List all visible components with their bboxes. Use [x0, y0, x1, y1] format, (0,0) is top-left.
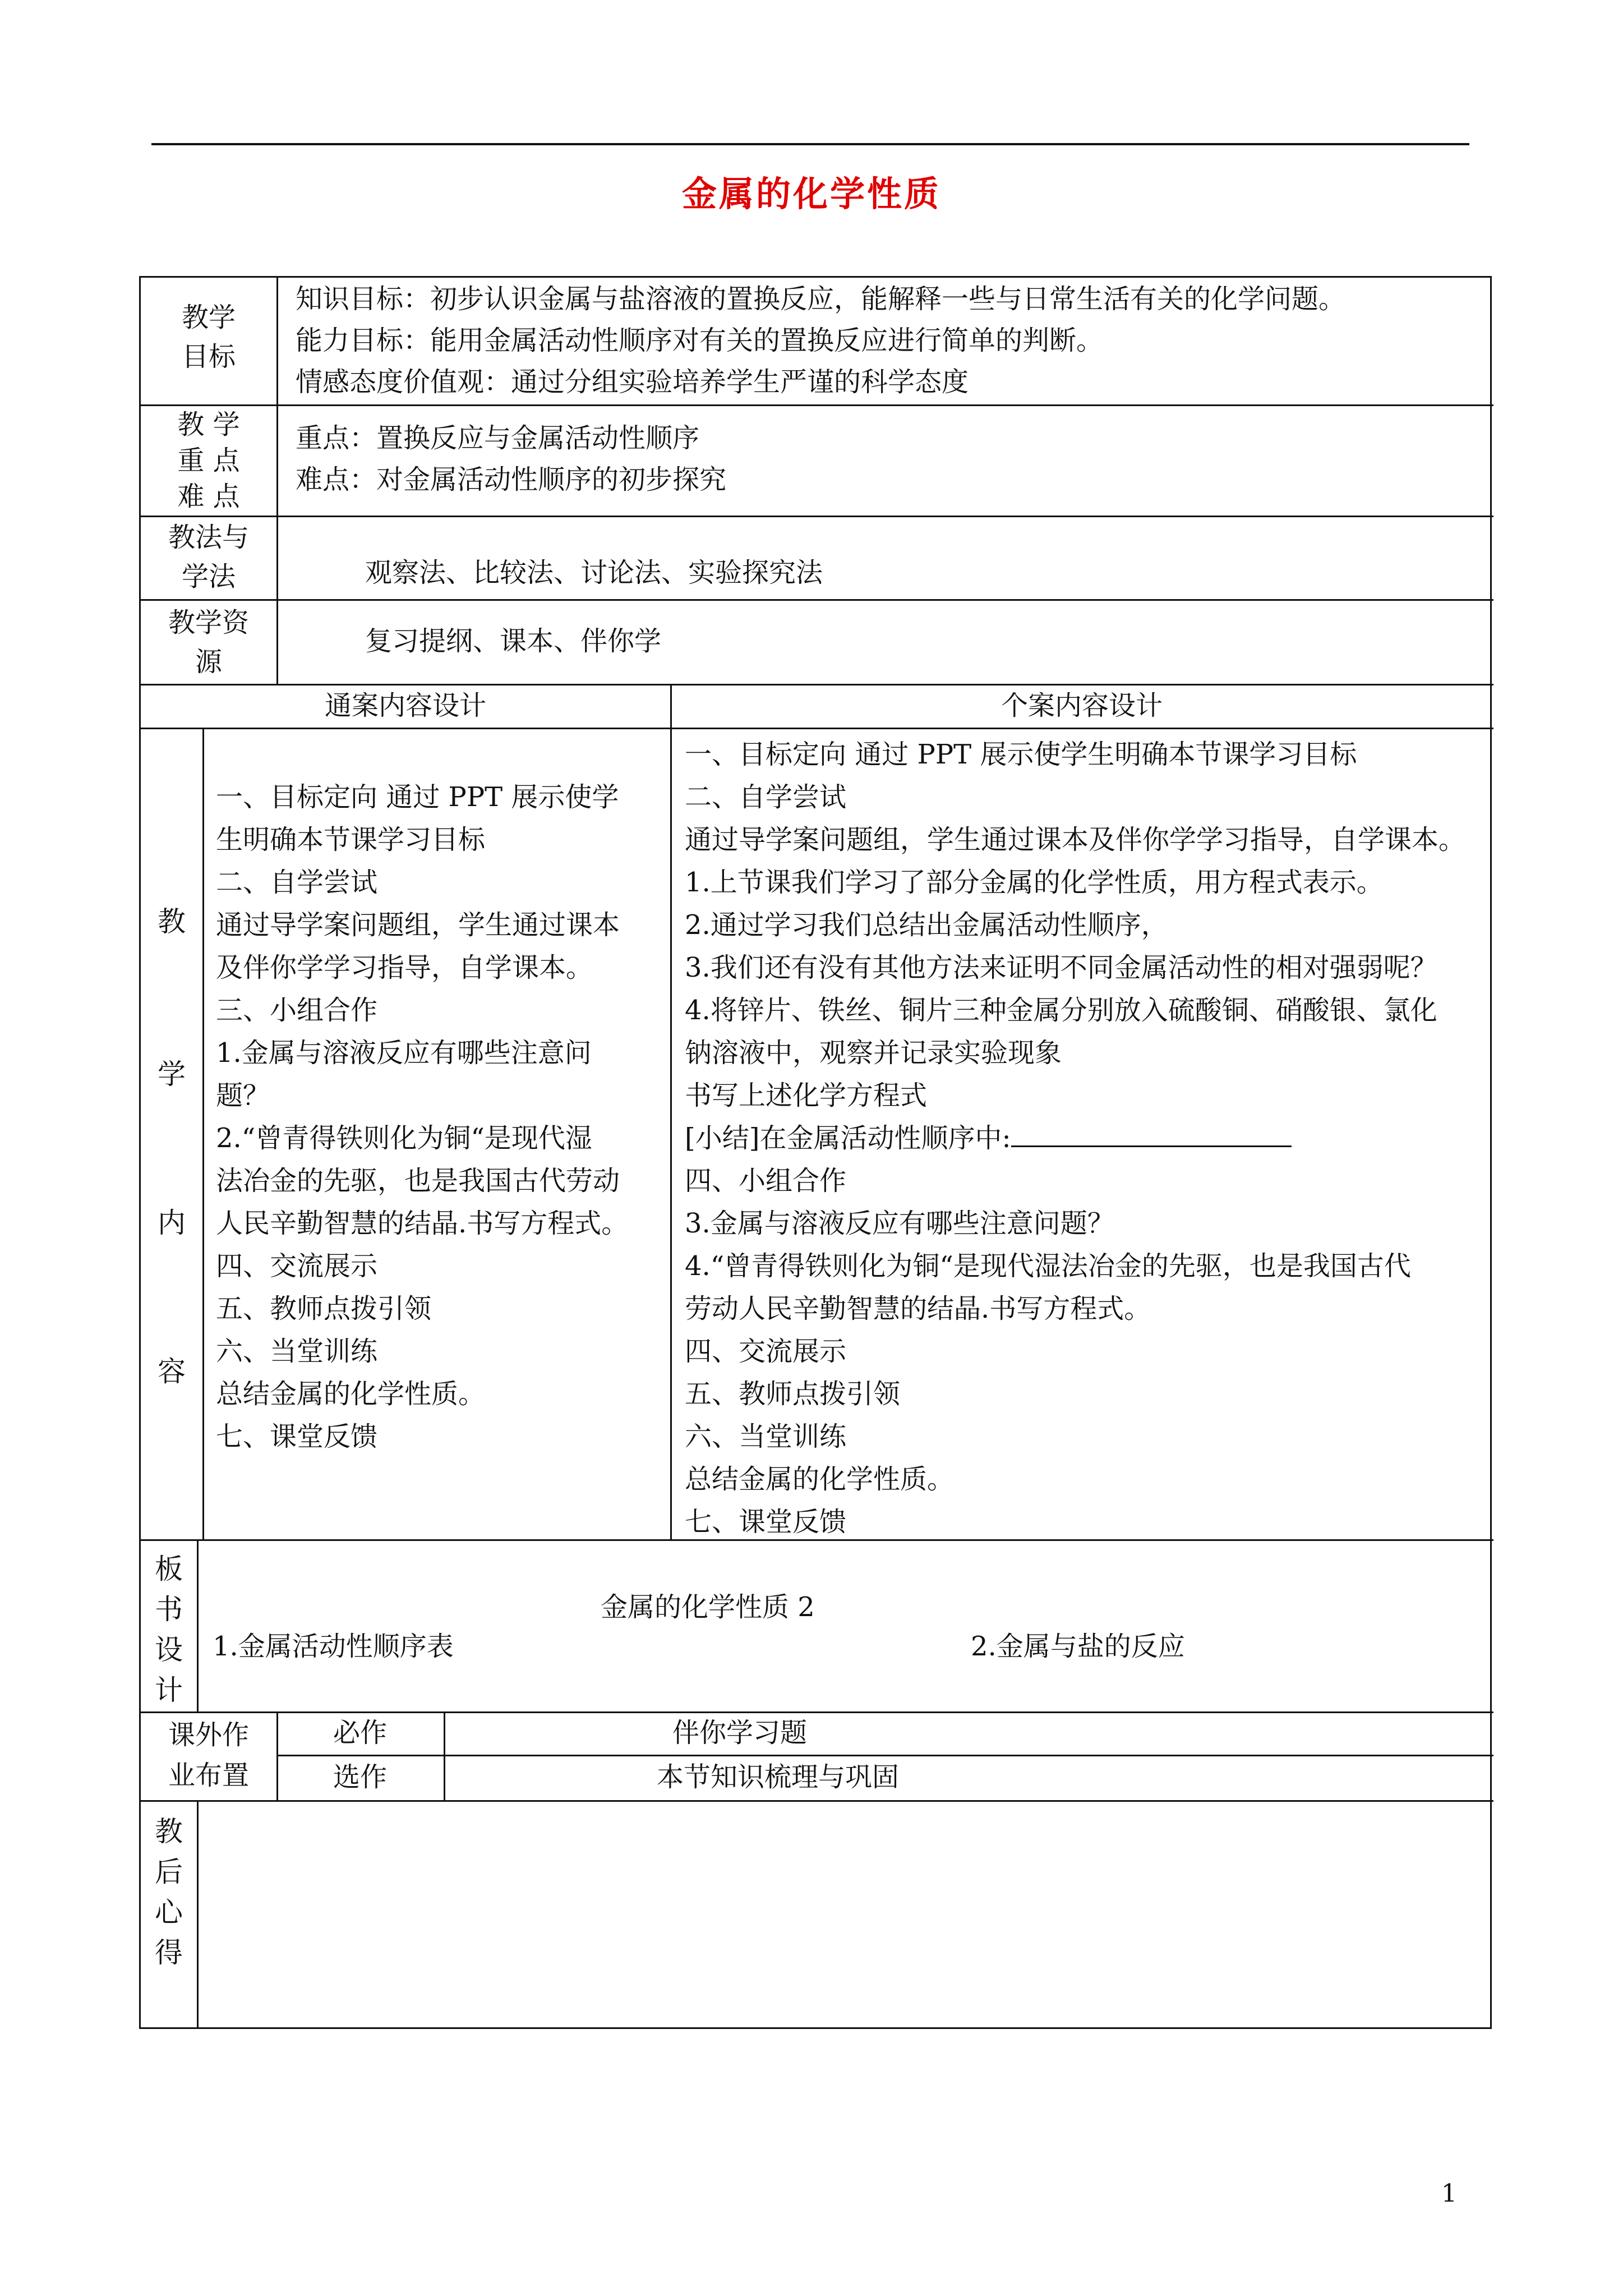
summary-prefix: [小结]在金属活动性顺序中:	[685, 1122, 1011, 1154]
individual-plan-line: 七、课堂反馈	[685, 1506, 847, 1538]
common-plan-line: 四、交流展示	[216, 1250, 378, 1282]
individual-plan-body	[685, 733, 1487, 1543]
content-label-char: 内	[158, 1207, 186, 1239]
individual-plan-line: 2.通过学习我们总结出金属活动性顺序，	[685, 909, 1168, 941]
common-plan-line: 法冶金的先驱，也是我国古代劳动	[216, 1165, 620, 1197]
common-plan-line: 五、教师点拨引领	[216, 1293, 432, 1324]
common-plan-header: 通案内容设计	[324, 690, 486, 721]
board-title: 金属的化学性质 2	[601, 1591, 815, 1623]
individual-plan-header: 个案内容设计	[1000, 690, 1163, 721]
board-item-2: 2.金属与盐的反应	[971, 1631, 1185, 1662]
content-label-char: 学	[158, 1058, 186, 1091]
common-plan-line: 及伴你学学习指导，自学课本。	[216, 952, 593, 983]
reflection-label-char: 后	[155, 1856, 183, 1888]
common-plan-line: 题？	[216, 1080, 270, 1111]
lesson-plan-table	[139, 276, 1492, 2029]
common-plan-line: 六、当堂训练	[216, 1336, 378, 1367]
individual-plan-line: 3.我们还有没有其他方法来证明不同金属活动性的相对强弱呢？	[685, 952, 1437, 983]
document-title: 金属的化学性质	[681, 173, 941, 214]
resources-value: 复习提纲、课本、伴你学	[365, 625, 662, 657]
content-label-char: 教	[158, 905, 186, 938]
reflection-label-char: 教	[155, 1815, 183, 1848]
individual-plan-line: 劳动人民辛勤智慧的结晶.书写方程式。	[685, 1293, 1151, 1324]
page-number: 1	[1441, 2179, 1457, 2208]
content-label-char: 容	[158, 1355, 186, 1388]
individual-plan-line: 书写上述化学方程式	[685, 1080, 928, 1111]
homework-optional-value: 本节知识梳理与巩固	[657, 1761, 900, 1793]
summary-line	[685, 1117, 1487, 1159]
individual-plan-line: 3.金属与溶液反应有哪些注意问题？	[685, 1208, 1114, 1239]
common-plan-line: 通过导学案问题组，学生通过课本	[216, 909, 620, 941]
methods-label: 教法与 学法	[168, 522, 249, 592]
board-item-1: 1.金属活动性顺序表	[213, 1631, 454, 1662]
reflection-label-char: 得	[155, 1936, 183, 1969]
individual-plan-line: 4.“曾青得铁则化为铜“是现代湿法冶金的先驱，也是我国古代	[685, 1250, 1411, 1282]
individual-plan-line: 四、小组合作	[685, 1165, 847, 1197]
board-label-char: 设	[155, 1634, 183, 1666]
common-plan-line: 总结金属的化学性质。	[216, 1378, 486, 1410]
individual-plan-line: 1.上节课我们学习了部分金属的化学性质，用方程式表示。	[685, 867, 1384, 898]
common-plan-line: 1.金属与溶液反应有哪些注意问	[216, 1037, 592, 1069]
individual-plan-line: 总结金属的化学性质。	[685, 1464, 955, 1495]
common-plan-line: 三、小组合作	[216, 995, 378, 1026]
common-plan-line: 二、自学尝试	[216, 867, 378, 898]
difficult-point: 难点：对金属活动性顺序的初步探究	[296, 464, 727, 495]
common-plan-line: 2.“曾青得铁则化为铜“是现代湿	[216, 1122, 592, 1154]
reflection-label-char: 心	[155, 1896, 183, 1929]
common-plan-line: 人民辛勤智慧的结晶.书写方程式。	[216, 1208, 629, 1239]
individual-plan-line: 钠溶液中，观察并记录实验现象	[685, 1037, 1062, 1069]
header-rule	[151, 143, 1469, 145]
individual-plan-line: 一、目标定向 通过 PPT 展示使学生明确本节课学习目标	[685, 739, 1357, 770]
board-label-char: 书	[155, 1593, 183, 1626]
key-point: 重点：置换反应与金属活动性顺序	[296, 422, 700, 454]
resources-label: 教学资 源	[168, 607, 249, 678]
individual-plan-line: 六、当堂训练	[685, 1421, 847, 1452]
objectives-label: 教学 目标	[181, 302, 236, 372]
key-points-label: 教 学 重 点 难 点	[177, 409, 240, 512]
fill-in-blank	[1011, 1117, 1292, 1147]
individual-plan-line: 二、自学尝试	[685, 781, 847, 813]
homework-optional-label: 选作	[333, 1761, 387, 1793]
common-plan-line: 一、目标定向 通过 PPT 展示使学	[216, 781, 619, 813]
individual-plan-line: 四、交流展示	[685, 1336, 847, 1367]
individual-plan-line: 五、教师点拨引领	[685, 1378, 901, 1410]
individual-plan-line: 通过导学案问题组，学生通过课本及伴你学学习指导，自学课本。	[685, 824, 1466, 855]
homework-required-label: 必作	[333, 1717, 387, 1749]
homework-label: 课外作 业布置	[168, 1719, 249, 1791]
objective-ability: 能力目标：能用金属活动性顺序对有关的置换反应进行简单的判断。	[296, 325, 1104, 356]
common-plan-body	[216, 776, 665, 1458]
board-label-char: 计	[155, 1674, 183, 1706]
methods-value: 观察法、比较法、讨论法、实验探究法	[365, 557, 823, 588]
individual-plan-line: 4.将锌片、铁丝、铜片三种金属分别放入硫酸铜、硝酸银、氯化	[685, 995, 1437, 1026]
objective-knowledge: 知识目标：初步认识金属与盐溶液的置换反应，能解释一些与日常生活有关的化学问题。	[296, 283, 1346, 315]
common-plan-line: 七、课堂反馈	[216, 1421, 378, 1452]
board-label-char: 板	[155, 1553, 183, 1585]
objective-attitude: 情感态度价值观：通过分组实验培养学生严谨的科学态度	[296, 366, 969, 398]
common-plan-line: 生明确本节课学习目标	[216, 824, 486, 855]
homework-required-value: 伴你学习题	[672, 1717, 808, 1749]
